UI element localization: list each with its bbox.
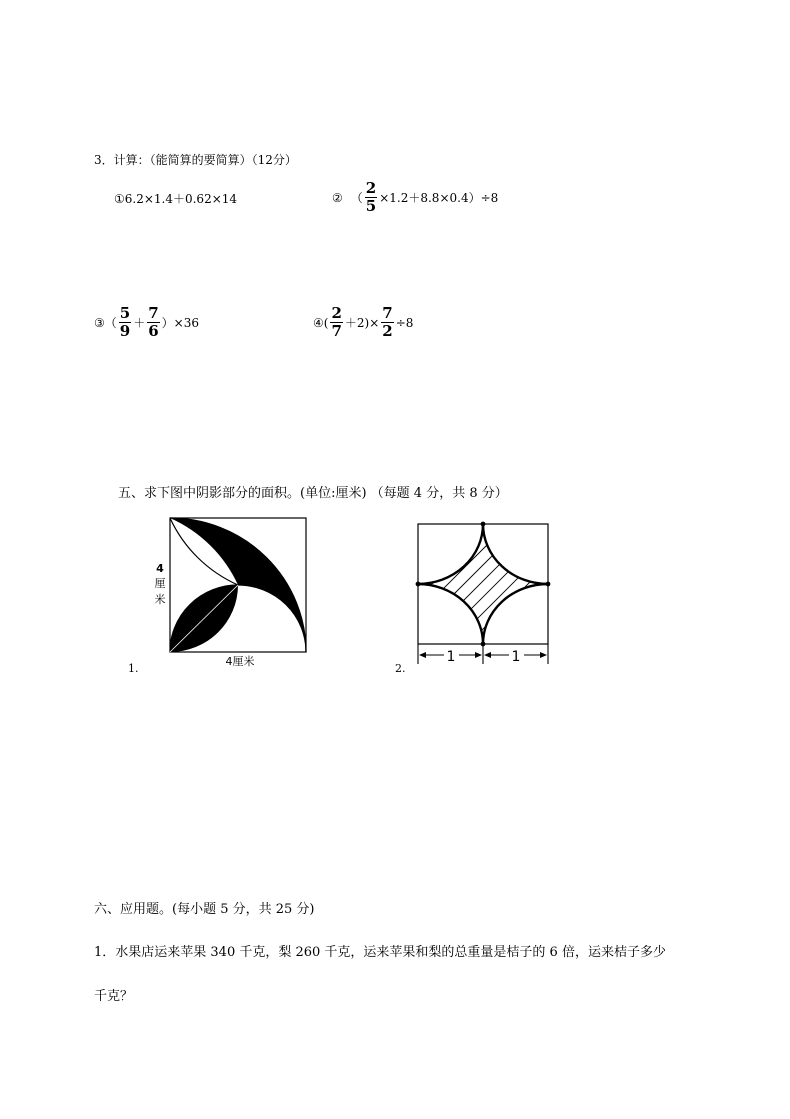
fraction-numerator: 7 [382,304,393,322]
fraction-numerator: 2 [365,179,377,197]
problem-1-text: ①6.2×1.4＋0.62×14 [114,192,238,206]
figure-1-number: 1. [128,662,139,675]
fraction-denominator: 5 [365,197,377,215]
problem-4-rest: ÷8 [395,315,414,330]
problem-2-rest: ×1.2＋8.8×0.4）÷8 [379,191,499,205]
figure-1-side-label-num: 4 [156,562,164,575]
figure-1-side-label-char1: 厘 [154,577,166,590]
figure-2-dim-left: 1 [446,649,456,665]
figure-2-diagram [410,515,555,670]
section-3-heading: 3．计算：（能简算的要简算）（12分） [94,153,297,167]
problem-2-open: （ [350,191,363,205]
fraction-numerator: 5 [119,304,131,322]
section-5-heading: 五、求下图中阴影部分的面积。(单位:厘米) （每题 4 分，共 8 分） [118,486,508,501]
problem-2 [332,180,498,215]
fraction-denominator: 7 [331,322,342,340]
fraction-denominator: 9 [119,322,131,340]
figure-2-dimension-lines [418,644,548,664]
figure-2-dot-right [546,582,551,587]
problem-4-mid: ＋2)× [344,316,380,330]
problem-4 [313,305,413,340]
problem-2-marker: ② [332,190,343,205]
figure-2-dot-top [481,522,486,527]
problem-3 [94,305,199,340]
section-6-heading: 六、应用题。(每小题 5 分，共 25 分) [94,902,315,917]
figure-2-dim-right: 1 [511,649,521,665]
problem-4-fraction-2 [381,305,393,340]
fraction-denominator: 2 [382,322,393,340]
problem-4-marker: ④( [313,315,329,330]
fraction-numerator: 2 [331,304,342,322]
figure-1-side-label-char2: 米 [154,593,166,606]
problem-3-plus: ＋ [133,316,146,330]
question-1-line-2: 千克？ [94,989,134,1004]
fraction-denominator: 6 [148,322,159,340]
question-1-line-1: 1．水果店运来苹果 340 千克，梨 260 千克，运来苹果和梨的总重量是桔子的 6 倍，运来桔子多少 [94,945,666,960]
figure-2-dot-left [416,582,421,587]
figure-1-diagram [150,508,320,673]
figure-1-bottom-label: 4厘米 [225,655,255,668]
problem-4-fraction-1 [330,305,342,340]
problem-3-fraction-1 [119,305,131,340]
problem-2-fraction [365,180,377,215]
problem-1 [114,190,237,207]
figure-2-number: 2. [395,662,406,675]
problem-3-fraction-2 [147,305,159,340]
fraction-numerator: 7 [148,304,159,322]
problem-3-marker: ③（ [94,316,117,330]
problem-3-rest: ）×36 [161,316,199,330]
